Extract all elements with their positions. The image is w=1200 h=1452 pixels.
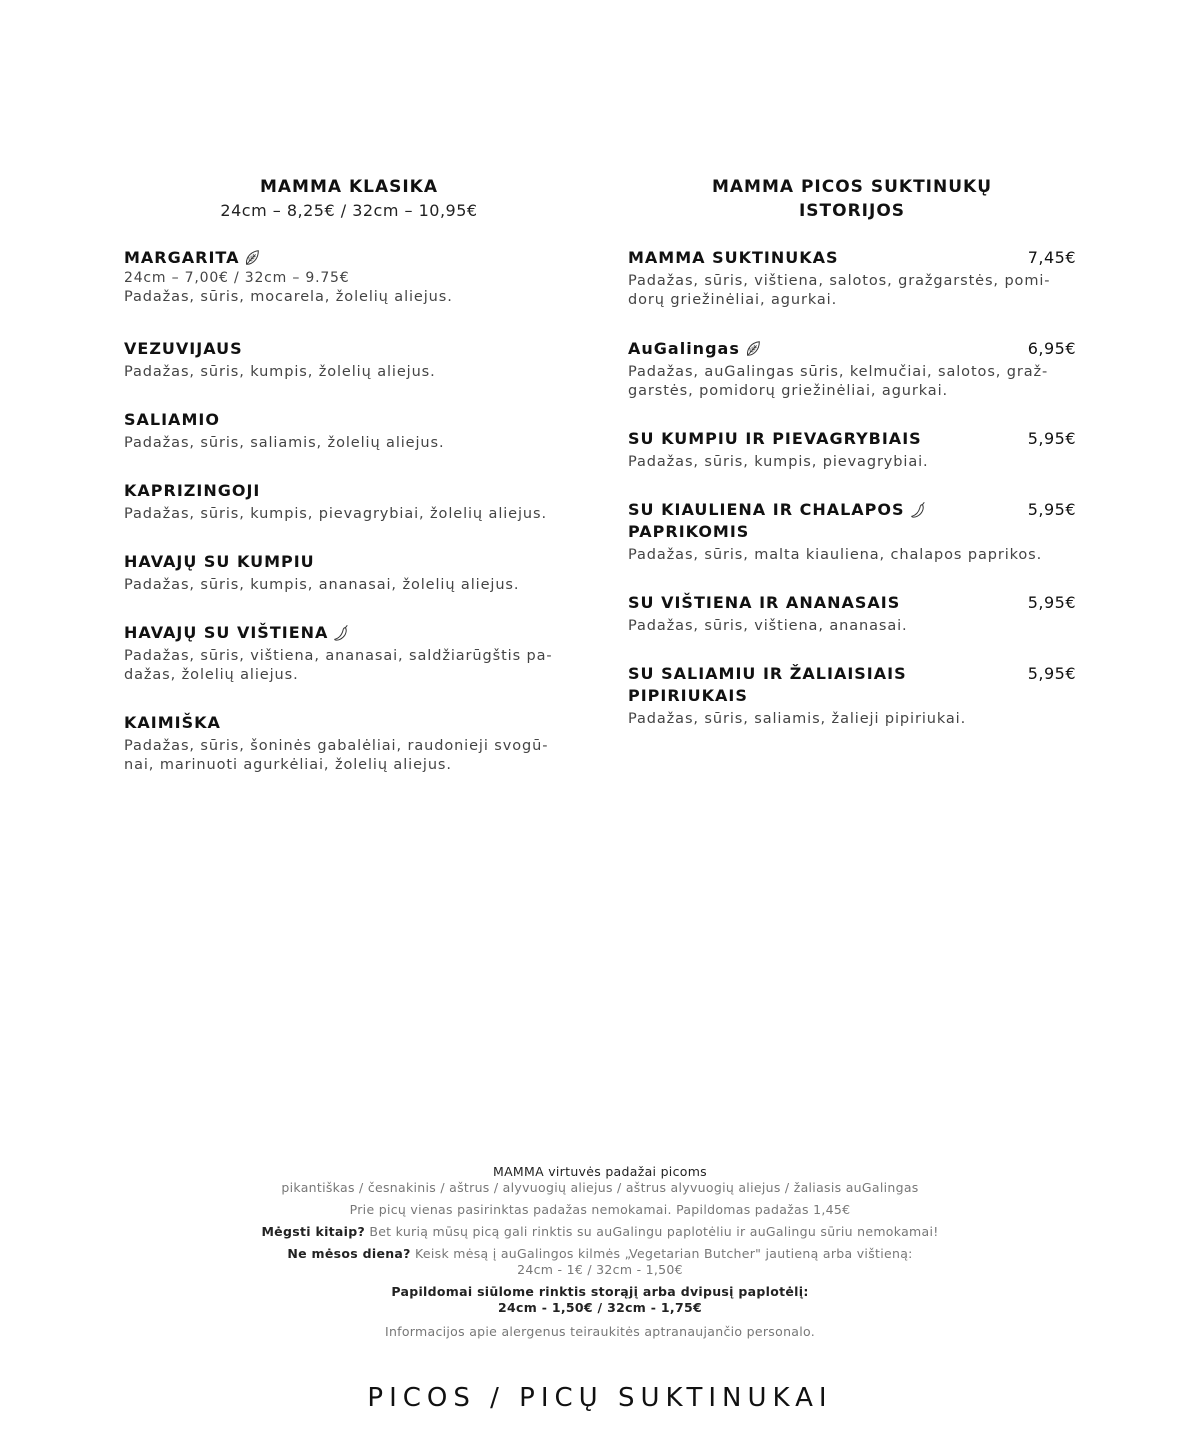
item-price: 6,95€ — [1027, 339, 1076, 358]
section-title-klasika: MAMMA KLASIKA — [259, 177, 439, 197]
item-description: Padažas, sūris, saliamis, žolelių aliejus. — [124, 435, 445, 451]
item-name-line2: PAPRIKOMIS — [628, 522, 750, 541]
section-subtitle-klasika: 24cm – 8,25€ / 32cm – 10,95€ — [220, 201, 478, 220]
item-description: Padažas, sūris, vištiena, ananasai, saldžiarūgštis pa-dažas, žolelių aliejus. — [124, 648, 553, 683]
menu-item-su-kumpiu — [628, 428, 1076, 472]
item-name: SALIAMIO — [124, 410, 220, 429]
other-note-text: Bet kurią mūsų picą gali rinktis su auGalingu paplotėliu ir auGalingu sūriu nemokamai! — [365, 1224, 939, 1239]
item-description: Padažas, sūris, šoninės gabalėliai, raudonieji svogū-nai, marinuoti agurkėliai, žolelių aliejus. — [124, 738, 549, 773]
other-note-strong: Mėgsti kitaip? — [261, 1224, 366, 1239]
menu-item-su-vistiena — [628, 592, 1076, 636]
menu-item-su-saliamiu — [628, 663, 1076, 729]
item-name-line2: PIPIRIUKAIS — [628, 686, 748, 705]
meatless-prices: 24cm - 1€ / 32cm - 1,50€ — [517, 1262, 683, 1277]
meatless-note-strong: Ne mėsos diena? — [287, 1246, 411, 1261]
item-description: Padažas, sūris, kumpis, žolelių aliejus. — [124, 364, 436, 380]
item-description: Padažas, sūris, kumpis, pievagrybiai. — [628, 454, 929, 470]
item-price: 5,95€ — [1027, 429, 1076, 448]
menu-item-saliamio — [124, 409, 574, 453]
item-sizes: 24cm – 7,00€ / 32cm – 9.75€ — [124, 270, 350, 286]
item-description: Padažas, sūris, vištiena, salotos, gražgarstės, pomi-dorų griežinėliai, agurkai. — [628, 273, 1051, 308]
menu-item-havaju-su-kumpiu — [124, 551, 574, 595]
item-name: KAIMIŠKA — [124, 713, 221, 732]
chili-icon — [909, 501, 927, 519]
item-description: Padažas, sūris, malta kiauliena, chalapos paprikos. — [628, 547, 1043, 563]
item-description: Padažas, sūris, mocarela, žolelių aliejus. — [124, 289, 453, 305]
item-price: 5,95€ — [1027, 664, 1076, 683]
item-description: Padažas, sūris, vištiena, ananasai. — [628, 618, 908, 634]
page-title: PICOS / PICŲ SUKTINUKAI — [367, 1383, 833, 1413]
section-title-suktinukai-line1: MAMMA PICOS SUKTINUKŲ — [711, 177, 992, 197]
item-name: VEZUVIJAUS — [124, 339, 243, 358]
other-note — [200, 1224, 1000, 1240]
footer-notes — [200, 1164, 1000, 1340]
menu-item-margarita — [124, 247, 574, 307]
sauces-title: MAMMA virtuvės padažai picoms — [492, 1164, 707, 1179]
item-name: AuGalingas — [628, 339, 740, 358]
meatless-note — [200, 1246, 1000, 1262]
sauces-list: pikantiškas / česnakinis / aštrus / alyvuogių aliejus / aštrus alyvuogių aliejus / žaliasis auGalingas — [281, 1180, 919, 1195]
item-name: SU KIAULIENA IR CHALAPOS — [628, 500, 905, 519]
menu-item-mamma-suktinukas — [628, 247, 1076, 310]
leaf-icon — [243, 249, 261, 267]
item-name: HAVAJŲ SU KUMPIU — [124, 552, 315, 571]
item-price: 5,95€ — [1027, 500, 1076, 519]
item-description: Padažas, auGalingas sūris, kelmučiai, salotos, graž-garstės, pomidorų griežinėliai, agurkai. — [628, 364, 1049, 399]
sauce-note: Prie picų vienas pasirinktas padažas nemokamai. Papildomas padažas 1,45€ — [349, 1202, 851, 1217]
menu-item-havaju-su-vistiena — [124, 622, 574, 685]
meatless-note-text: Keisk mėsą į auGalingos kilmės „Vegetarian Butcher" jautieną arba vištieną: — [410, 1246, 913, 1261]
crust-prices: 24cm - 1,50€ / 32cm - 1,75€ — [498, 1300, 702, 1315]
item-name: SU KUMPIU IR PIEVAGRYBIAIS — [628, 429, 922, 448]
item-name: SU VIŠTIENA IR ANANASAIS — [628, 593, 901, 612]
item-price: 7,45€ — [1027, 248, 1076, 267]
item-description: Padažas, sūris, kumpis, ananasai, žolelių aliejus. — [124, 577, 520, 593]
menu-item-kaprizingoji — [124, 480, 574, 524]
item-name: SU SALIAMIU IR ŽALIAISIAIS — [628, 664, 907, 683]
menu-item-augalingas — [628, 338, 1076, 401]
crust-note: Papildomai siūlome rinktis storąjį arba dvipusį paplotėlį: — [391, 1284, 809, 1299]
section-title-suktinukai-line2: ISTORIJOS — [798, 201, 906, 221]
menu-item-kaimiska — [124, 712, 574, 775]
allergens-note: Informacijos apie alergenus teiraukitės aptranaujančio personalo. — [384, 1324, 816, 1339]
item-name: KAPRIZINGOJI — [124, 481, 261, 500]
item-price: 5,95€ — [1027, 593, 1076, 612]
leaf-icon — [744, 340, 762, 358]
item-description: Padažas, sūris, kumpis, pievagrybiai, žolelių aliejus. — [124, 506, 547, 522]
item-name: MAMMA SUKTINUKAS — [628, 248, 839, 267]
item-name: HAVAJŲ SU VIŠTIENA — [124, 623, 329, 642]
chili-icon — [332, 624, 350, 642]
item-name: MARGARITA — [124, 248, 240, 267]
menu-item-su-kiauliena — [628, 499, 1076, 565]
menu-item-vezuvijaus — [124, 338, 574, 382]
item-description: Padažas, sūris, saliamis, žalieji pipiriukai. — [628, 711, 967, 727]
